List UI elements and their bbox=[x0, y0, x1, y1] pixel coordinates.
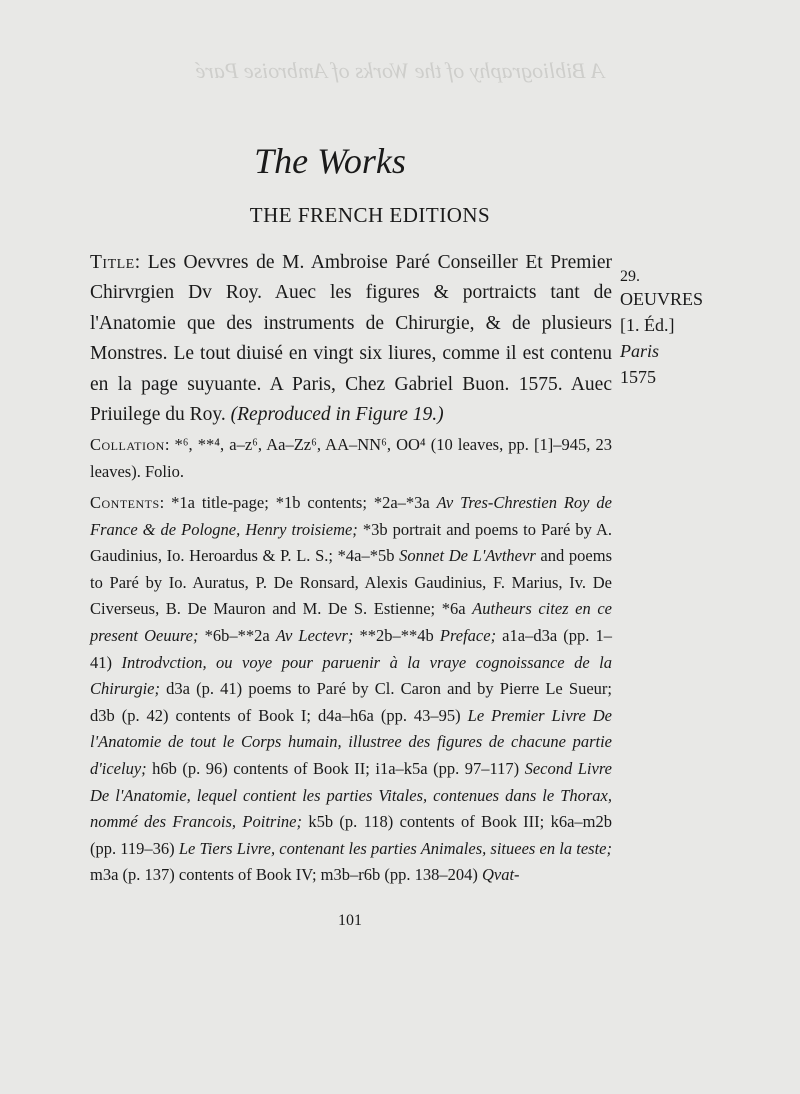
entry-number: 29. bbox=[620, 268, 640, 285]
contents-text: k5b (p. 118) contents of Book III; k6a–m2b (pp. 119–36) bbox=[90, 812, 612, 858]
contents-text: and poems to Paré by Io. Auratus, P. De Ronsard, Alexis Gaudinius, F. Marius, Iv. De Civerseus, B. De Mauron and M. De S. Estienne; *6a bbox=[90, 546, 612, 619]
contents-text: m3a (p. 137) contents of Book IV; m3b–r6b (pp. 138–204) bbox=[90, 865, 482, 885]
contents-text: **2b–**4b bbox=[353, 625, 440, 645]
contents-text: *6b–**2a bbox=[198, 625, 276, 645]
title-note: (Reproduced in Figure 19.) bbox=[230, 404, 444, 426]
collation-label: Collation bbox=[90, 435, 165, 454]
contents-italic: Av Lectevr; bbox=[275, 625, 354, 645]
title-label: Title bbox=[90, 252, 135, 273]
margin-place: Paris bbox=[620, 341, 660, 361]
contents-italic: Av Tres-Chrestien Roy de France & de Pologne, Henry troisieme; bbox=[90, 493, 612, 539]
section-subtitle: THE FRENCH EDITIONS bbox=[249, 203, 491, 227]
contents-italic: Le Premier Livre De l'Anatomie de tout le Corps humain, illustree des figures de chacune partie d'iceluy; bbox=[90, 705, 612, 778]
contents-text: d3a (p. 41) poems to Paré by Cl. Caron and by Pierre Le Sueur; d3b (p. 42) contents of Book I; d4a–h6a (pp. 43–95) bbox=[90, 679, 612, 725]
contents-italic: Qvat- bbox=[481, 865, 520, 885]
collation-text: *⁶, **⁴, a–z⁶, Aa–Zz⁶, AA–NN⁶, OO⁴ (10 leaves, pp. [1]–945, 23 leaves). Folio. bbox=[90, 435, 613, 481]
page-title: The Works bbox=[254, 141, 406, 181]
contents-text: h6b (p. 96) contents of Book II; i1a–k5a (pp. 97–117) bbox=[146, 758, 525, 778]
contents-entry: Contents: *1a title-page; *1b contents; *2a–*3a Av Tres-Chrestien Roy de France & de Pologne, Henry troisieme; *3b portrait and poems to Paré by A. Gaudinius, Io. Heroardus & P. L. S.; *4a–*5b Sonnet De L'Avthevr and poems to Paré by Io. Auratus, P. De Ronsard, Alexis Gaudinius, F. Marius, Iv. De Civerseus, B. De Mauron and M. De S. Estienne; *6a Autheurs citez en ce present Oeuure; *6b–**2a Av Lectevr; **2b–**4b Preface; a1a–d3a (pp. 1–41) Introdvction, ou voye pour paruenir à la vraye cognoissance de la Chirurgie; d3a (p. 41) poems to Paré by Cl. Caron and by Pierre Le Sueur; d3b (p. 42) contents of Book I; d4a–h6a (pp. 43–95) Le Premier Livre De l'Anatomie de tout le Corps humain, illustree des figures de chacune partie d'iceluy; h6b (p. 96) contents of Book II; i1a–k5a (pp. 97–117) Second Livre De l'Anatomie, lequel contient les parties Vitales, contenues dans le Thorax, nommé des Francois, Poitrine; k5b (p. 118) contents of Book III; k6a–m2b (pp. 119–36) Le Tiers Livre, contenant les parties Animales, situees en la teste; m3a (p. 137) contents of Book IV; m3b–r6b (pp. 138–204) Qvat- bbox=[90, 493, 613, 885]
margin-edition: [1. Éd.] bbox=[620, 315, 675, 335]
page-number: 101 bbox=[338, 912, 362, 929]
margin-note bbox=[620, 268, 740, 390]
margin-heading: OEUVRES bbox=[620, 289, 704, 309]
contents-italic: Le Tiers Livre, contenant les parties Animales, situees en la teste; bbox=[178, 838, 612, 858]
contents-italic: Second Livre De l'Anatomie, lequel contient les parties Vitales, contenues dans le Thorax, nommé des Francois, Poitrine; bbox=[90, 758, 612, 832]
collation-entry: Collation: *⁶, **⁴, a–z⁶, Aa–Zz⁶, AA–NN⁶, OO⁴ (10 leaves, pp. [1]–945, 23 leaves). Folio. bbox=[90, 435, 613, 481]
contents-italic: Preface; bbox=[439, 625, 497, 645]
title-entry: Title: Les Oevvres de M. Ambroise Paré Conseiller Et Premier Chirvrgien Dv Roy. Auec les figures & portraicts tant de l'Anatomie que des instruments de Chirurgie, & de plusieurs Monstres. Le tout diuisé en vingt six liures, comme il est contenu en la page suyuante. A Paris, Chez Gabriel Buon. 1575. Auec Priuilege du Roy. (Reproduced in Figure 19.) bbox=[90, 252, 613, 426]
contents-italic: Sonnet De L'Avthevr bbox=[399, 546, 536, 566]
contents-label: Contents bbox=[90, 493, 160, 512]
contents-text: *3b portrait and poems to Paré by A. Gaudinius, Io. Heroardus & P. L. S.; *4a–*5b bbox=[90, 519, 612, 566]
margin-year: 1575 bbox=[620, 367, 656, 387]
contents-italic: Autheurs citez en ce present Oeuure; bbox=[90, 599, 612, 645]
contents-text: *1a title-page; *1b contents; *2a–*3a bbox=[171, 493, 437, 512]
contents-text: a1a–d3a (pp. 1–41) bbox=[90, 625, 613, 672]
show-through-running-head: A Bibliography of the Works of Ambroise Paré bbox=[195, 58, 605, 83]
contents-italic: Introdvction, ou voye pour paruenir à la vraye cognoissance de la Chirurgie; bbox=[90, 652, 612, 699]
title-text: Les Oevvres de M. Ambroise Paré Conseiller Et Premier Chirvrgien Dv Roy. Auec les figures & portraicts tant de l'Anatomie que des instruments de Chirurgie, & de plusieurs Monstres. Le tout diuisé en vingt six liures, comme il est contenu en la page suyuante. A Paris, Chez Gabriel Buon. 1575. Auec Priuilege du Roy. bbox=[90, 252, 613, 426]
